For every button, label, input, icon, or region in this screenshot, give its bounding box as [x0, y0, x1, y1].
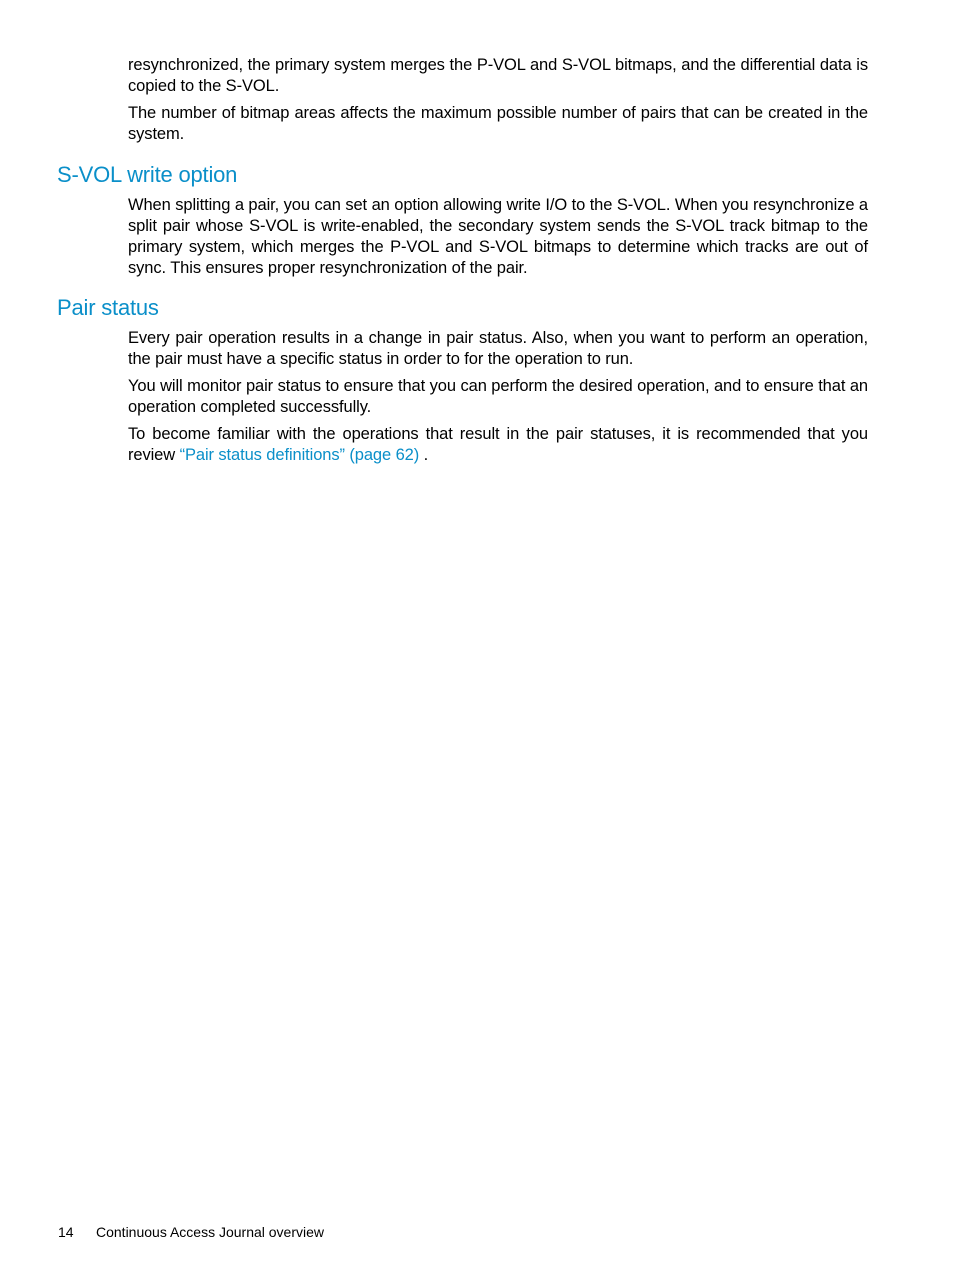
pair-status-paragraph-1: Every pair operation results in a change in pair status. Also, when you want to perform an operation, the pair must have a specific status in order to for the operation to run. [128, 329, 868, 368]
svol-write-option-heading: S-VOL write option [57, 162, 238, 187]
svol-write-option-paragraph: When splitting a pair, you can set an option allowing write I/O to the S-VOL. When you resynchronize a split pair whose S-VOL is write-enabled, the secondary system sends the S-VOL track bitmap to the primary system, which merges the P-VOL and S-VOL bitmaps to determine which tracks are out of sync. This ensures proper resynchronization of the pair. [128, 196, 868, 277]
intro-paragraph-2: The number of bitmap areas affects the maximum possible number of pairs that can be created in the system. [128, 104, 868, 143]
intro-section [128, 55, 868, 145]
pair-status-definitions-link[interactable]: “Pair status definitions” (page 62) [179, 446, 420, 464]
pair-status-paragraph-3-prefix: To become familiar with the operations that result in the pair statuses, it is recommended that you review [128, 425, 868, 464]
intro-paragraph-1: resynchronized, the primary system merges the P-VOL and S-VOL bitmaps, and the differential data is copied to the S-VOL. [128, 56, 868, 95]
pair-status-paragraph-3 [128, 424, 868, 466]
page-number: 14 [58, 1224, 74, 1240]
pair-status-heading: Pair status [57, 295, 159, 320]
page-footer [58, 1222, 324, 1242]
pair-status-section [128, 328, 868, 466]
footer-title: Continuous Access Journal overview [96, 1224, 325, 1240]
pair-status-paragraph-2: You will monitor pair status to ensure that you can perform the desired operation, and to ensure that an operation completed successfully. [128, 377, 868, 416]
pair-status-paragraph-3-suffix: . [419, 446, 429, 464]
svol-write-option-section [128, 195, 868, 279]
